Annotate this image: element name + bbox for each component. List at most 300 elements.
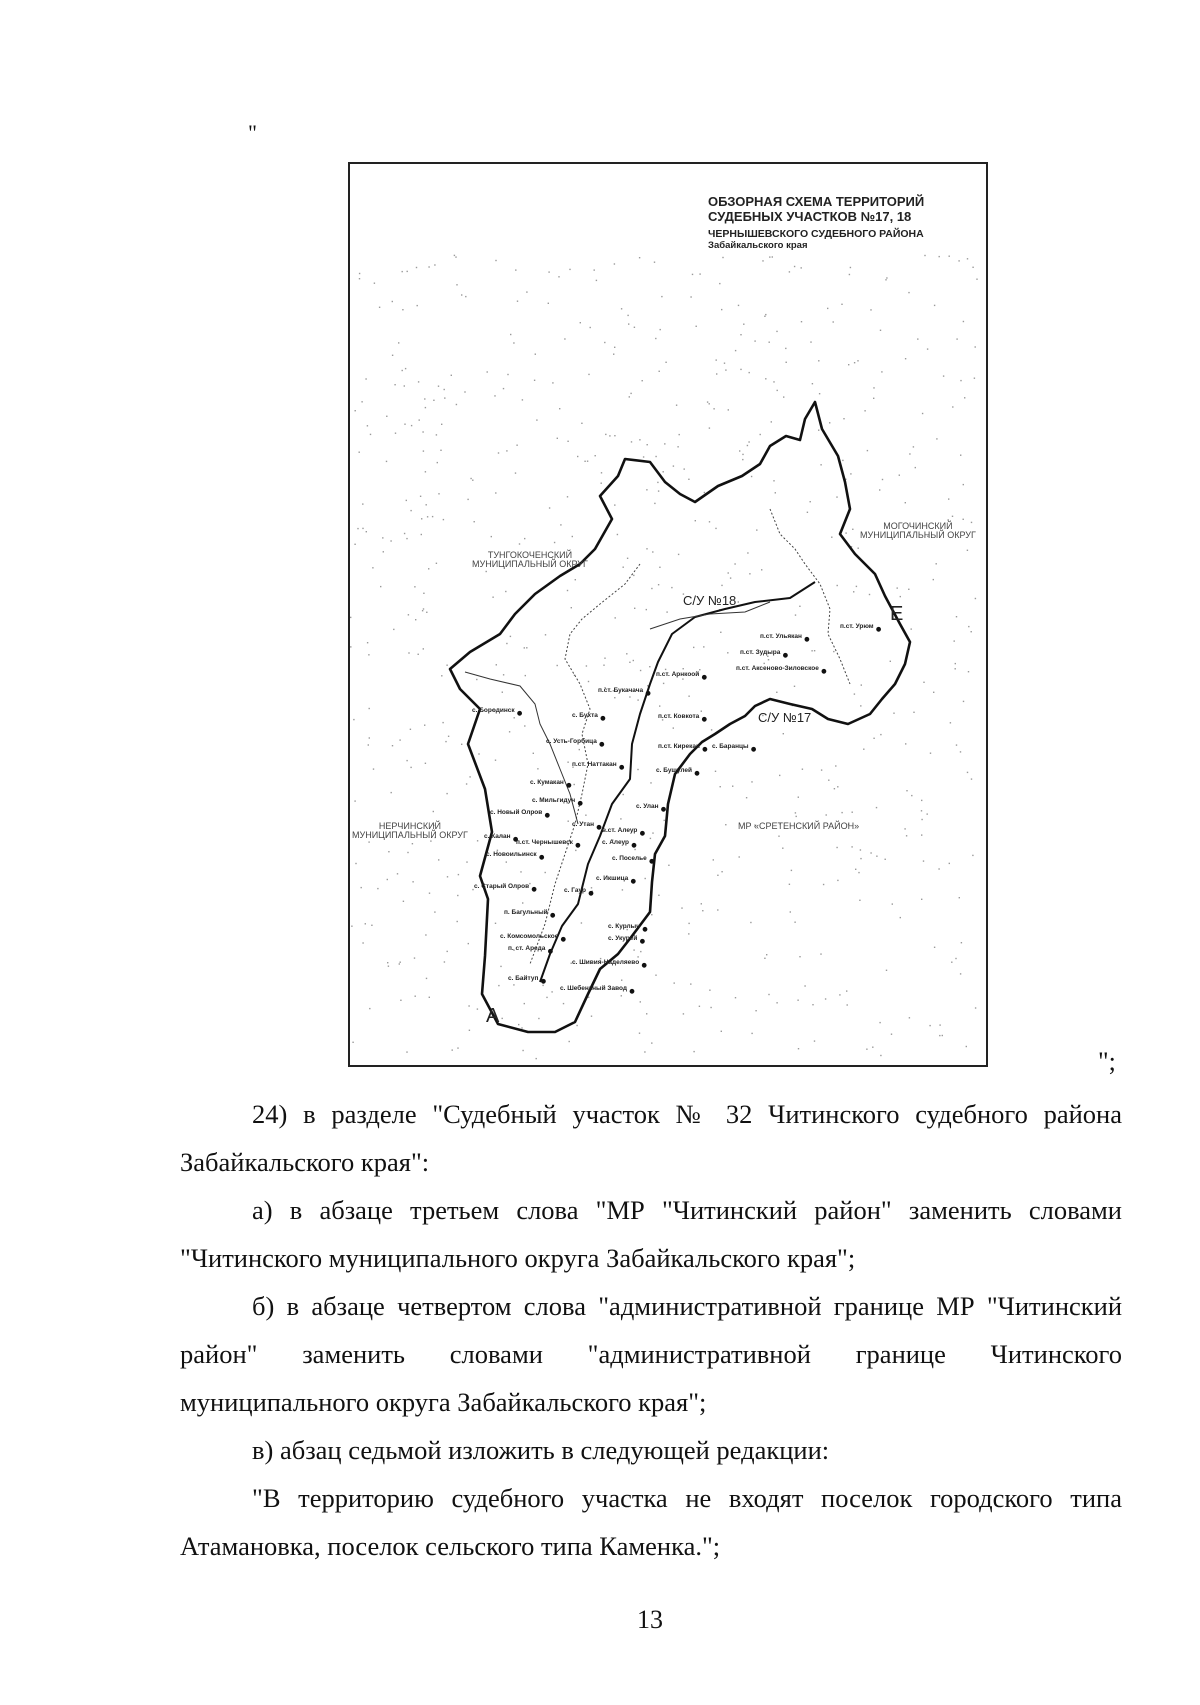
- scan-speck: [513, 342, 514, 343]
- scan-speck: [468, 1005, 469, 1006]
- scan-speck: [915, 467, 916, 468]
- scan-speck: [955, 668, 956, 669]
- scan-speck: [785, 348, 786, 349]
- scan-speck: [581, 922, 582, 923]
- settlement-label: п.ст. Урюм: [840, 623, 874, 630]
- scan-speck: [664, 443, 665, 444]
- scan-speck: [626, 653, 627, 654]
- scan-speck: [856, 586, 857, 587]
- scan-speck: [690, 296, 691, 297]
- scan-speck: [526, 647, 527, 648]
- settlement-dot: [550, 913, 555, 918]
- scan-speck: [730, 577, 731, 578]
- scan-speck: [849, 274, 850, 275]
- scan-speck: [515, 472, 516, 473]
- scan-speck: [495, 760, 496, 761]
- scan-speck: [506, 861, 507, 862]
- region-label-nerchinsk: НЕРЧИНСКИЙ МУНИЦИПАЛЬНЫЙ ОКРУГ: [352, 821, 468, 840]
- scan-speck: [858, 872, 859, 873]
- scan-speck: [365, 923, 366, 924]
- settlement-dot: [632, 843, 637, 848]
- scan-speck: [424, 725, 425, 726]
- scan-speck: [564, 338, 565, 339]
- scan-speck: [444, 397, 445, 398]
- scan-speck: [721, 1031, 722, 1032]
- scan-speck: [421, 518, 422, 519]
- scan-speck: [386, 461, 387, 462]
- settlement-label: п.ст. Зудыра: [740, 649, 781, 656]
- scan-speck: [454, 255, 455, 256]
- scan-speck: [811, 650, 812, 651]
- scan-speck: [870, 309, 871, 310]
- scan-speck: [425, 934, 426, 935]
- scan-speck: [496, 664, 497, 665]
- scan-speck: [614, 263, 615, 264]
- scan-speck: [943, 375, 944, 376]
- scan-speck: [659, 705, 660, 706]
- scan-speck: [513, 984, 514, 985]
- scan-speck: [629, 396, 630, 397]
- scan-speck: [972, 267, 973, 268]
- scan-speck: [510, 636, 511, 637]
- scan-speck: [873, 398, 874, 399]
- scan-speck: [526, 291, 527, 292]
- scan-speck: [438, 859, 439, 860]
- scan-speck: [402, 370, 403, 371]
- scan-speck: [604, 658, 605, 659]
- scan-speck: [663, 471, 664, 472]
- scan-speck: [637, 769, 638, 770]
- scan-speck: [557, 665, 558, 666]
- scan-speck: [404, 385, 405, 386]
- scan-speck: [537, 768, 538, 769]
- settlement-dot: [640, 831, 645, 836]
- scan-speck: [652, 551, 653, 552]
- scan-speck: [761, 569, 762, 570]
- settlement-dot: [783, 653, 788, 658]
- scan-speck: [474, 521, 475, 522]
- scan-speck: [579, 749, 580, 750]
- scan-speck: [798, 797, 799, 798]
- scan-speck: [725, 369, 726, 370]
- scan-speck: [457, 921, 458, 922]
- scan-speck: [410, 767, 411, 768]
- scan-speck: [854, 362, 855, 363]
- scan-speck: [664, 820, 665, 821]
- scan-speck: [836, 847, 837, 848]
- scan-speck: [369, 708, 370, 709]
- scan-speck: [866, 1049, 867, 1050]
- scan-speck: [455, 256, 456, 257]
- scan-speck: [442, 722, 443, 723]
- scan-speck: [466, 783, 467, 784]
- scan-speck: [833, 651, 834, 652]
- scan-speck: [773, 381, 774, 382]
- scan-speck: [860, 858, 861, 859]
- scan-speck: [393, 629, 394, 630]
- scan-speck: [428, 266, 429, 267]
- scan-speck: [640, 1001, 641, 1002]
- scan-speck: [952, 516, 953, 517]
- scan-speck: [873, 387, 874, 388]
- scan-speck: [724, 363, 725, 364]
- scan-speck: [818, 360, 819, 361]
- scan-speck: [751, 1033, 752, 1034]
- scan-speck: [402, 271, 403, 272]
- scan-speck: [500, 966, 501, 967]
- scan-speck: [704, 492, 705, 493]
- scan-speck: [359, 278, 360, 279]
- scan-speck: [554, 542, 555, 543]
- scan-speck: [492, 597, 493, 598]
- scan-speck: [921, 899, 922, 900]
- scan-speck: [458, 874, 459, 875]
- scan-speck: [913, 446, 914, 447]
- scan-speck: [394, 384, 395, 385]
- scan-speck: [771, 421, 772, 422]
- scan-speck: [776, 1002, 777, 1003]
- scan-speck: [668, 865, 669, 866]
- scan-speck: [655, 975, 656, 976]
- scan-speck: [495, 492, 496, 493]
- scan-speck: [495, 923, 496, 924]
- scan-speck: [880, 734, 881, 735]
- scan-speck: [657, 482, 658, 483]
- scan-speck: [773, 480, 774, 481]
- scan-speck: [464, 391, 465, 392]
- settlement-label: с. Комсомольское: [500, 933, 559, 940]
- scan-speck: [885, 859, 886, 860]
- scan-speck: [699, 1006, 700, 1007]
- scan-speck: [522, 399, 523, 400]
- scan-speck: [795, 812, 796, 813]
- settlement-label: с. Усть-Горбица: [546, 738, 597, 745]
- scan-speck: [411, 425, 412, 426]
- scan-speck: [410, 510, 411, 511]
- settlement-dot: [541, 979, 546, 984]
- scan-speck: [536, 1058, 537, 1059]
- scan-speck: [456, 404, 457, 405]
- scan-speck: [791, 870, 792, 871]
- scan-speck: [505, 591, 506, 592]
- settlement-label: с. Байтуп: [508, 975, 539, 982]
- scan-speck: [633, 575, 634, 576]
- scan-speck: [735, 997, 736, 998]
- scan-speck: [468, 943, 469, 944]
- scan-speck: [627, 315, 628, 316]
- map-title-line2: СУДЕБНЫХ УЧАСТКОВ №17, 18: [708, 209, 912, 224]
- scan-speck: [533, 753, 534, 754]
- body-paragraph-2: а) в абзаце третьем слова "МР "Читинский район" заменить словами "Читинского муниципального округа Забайкальского края";: [180, 1195, 1122, 1273]
- scan-speck: [362, 942, 363, 943]
- scan-speck: [695, 520, 696, 521]
- scan-speck: [683, 668, 684, 669]
- scan-speck: [367, 642, 368, 643]
- scan-speck: [921, 819, 922, 820]
- scan-speck: [650, 838, 651, 839]
- scan-speck: [414, 586, 415, 587]
- scan-speck: [721, 871, 722, 872]
- settlement-dot: [578, 801, 583, 806]
- settlement-dot: [822, 669, 827, 674]
- scan-speck: [377, 888, 378, 889]
- scan-speck: [854, 693, 855, 694]
- scan-speck: [503, 388, 504, 389]
- scan-speck: [673, 727, 674, 728]
- scan-speck: [469, 776, 470, 777]
- settlement-dot: [576, 843, 581, 848]
- scan-speck: [621, 995, 622, 996]
- scan-speck: [829, 422, 830, 423]
- scan-speck: [688, 479, 689, 480]
- scan-speck: [516, 445, 517, 446]
- scan-speck: [798, 1048, 799, 1049]
- settlement-label: п.ст. Кирекан: [658, 743, 700, 750]
- scan-speck: [569, 1041, 570, 1042]
- scan-speck: [524, 725, 525, 726]
- settlement-dot: [805, 637, 810, 642]
- scan-speck: [666, 611, 667, 612]
- settlement-dot: [599, 742, 604, 747]
- scan-speck: [716, 373, 717, 374]
- scan-speck: [961, 942, 962, 943]
- scan-speck: [542, 985, 543, 986]
- scan-speck: [535, 354, 536, 355]
- scan-speck: [738, 601, 739, 602]
- scan-speck: [681, 907, 682, 908]
- scan-speck: [622, 889, 623, 890]
- scan-speck: [938, 868, 939, 869]
- settlement-dot: [640, 939, 645, 944]
- closing-quote: ";: [1098, 1047, 1116, 1076]
- scan-speck: [446, 793, 447, 794]
- scan-speck: [837, 585, 838, 586]
- scan-speck: [433, 400, 434, 401]
- scan-speck: [650, 782, 651, 783]
- scan-speck: [567, 441, 568, 442]
- scan-speck: [921, 810, 922, 811]
- scan-speck: [514, 717, 515, 718]
- scan-speck: [587, 461, 588, 462]
- scan-speck: [630, 393, 631, 394]
- scan-speck: [350, 646, 351, 647]
- scan-speck: [831, 537, 832, 538]
- settlement-label: с. Улан: [636, 803, 659, 810]
- scan-speck: [551, 991, 552, 992]
- scan-speck: [461, 294, 462, 295]
- scan-speck: [406, 500, 407, 501]
- scan-speck: [644, 1051, 645, 1052]
- scan-speck: [558, 276, 559, 277]
- scan-speck: [870, 852, 871, 853]
- scan-speck: [613, 354, 614, 355]
- zone-label-su17: С/У №17: [758, 710, 812, 725]
- scan-speck: [425, 407, 426, 408]
- scan-speck: [601, 483, 602, 484]
- scan-speck: [748, 441, 749, 442]
- scan-speck: [725, 824, 726, 825]
- scan-speck: [645, 878, 646, 879]
- scan-speck: [634, 849, 635, 850]
- scan-speck: [911, 795, 912, 796]
- scan-speck: [639, 257, 640, 258]
- settlement-label: с. Кумакан: [530, 779, 564, 786]
- scan-speck: [434, 264, 435, 265]
- scan-speck: [954, 640, 955, 641]
- scan-speck: [507, 374, 508, 375]
- scan-speck: [933, 692, 934, 693]
- scan-speck: [525, 675, 526, 676]
- scan-speck: [676, 405, 677, 406]
- scan-speck: [355, 863, 356, 864]
- scan-speck: [818, 430, 819, 431]
- scan-speck: [740, 369, 741, 370]
- scan-speck: [633, 949, 634, 950]
- settlement-label: с. Баранцы: [712, 743, 749, 750]
- scan-speck: [812, 1004, 813, 1005]
- scan-speck: [709, 427, 710, 428]
- scan-speck: [886, 277, 887, 278]
- scan-speck: [742, 459, 743, 460]
- settlement-label: с. Поселье: [612, 855, 647, 862]
- scan-speck: [522, 902, 523, 903]
- scan-speck: [779, 775, 780, 776]
- scan-speck: [447, 876, 448, 877]
- scan-speck: [373, 768, 374, 769]
- scan-speck: [934, 305, 935, 306]
- map-title: [708, 194, 983, 251]
- settlement-dot: [661, 807, 666, 812]
- scan-speck: [433, 811, 434, 812]
- scan-speck: [869, 594, 870, 595]
- scan-speck: [567, 590, 568, 591]
- scan-speck: [552, 382, 553, 383]
- scan-speck: [379, 307, 380, 308]
- scan-speck: [498, 985, 499, 986]
- scan-speck: [717, 909, 718, 910]
- scan-speck: [652, 832, 653, 833]
- scan-speck: [814, 650, 815, 651]
- scan-speck: [859, 900, 860, 901]
- body-paragraph-3: б) в абзаце четвертом слова "административной границе МР "Читинский район" заменить словами "административной границе Читинского муниципального округа Забайкальского края";: [180, 1291, 1122, 1417]
- settlement-dot: [646, 691, 651, 696]
- scan-speck: [369, 1008, 370, 1009]
- scan-speck: [794, 266, 795, 267]
- map-title-line4: Забайкальского края: [708, 240, 808, 251]
- scan-speck: [923, 682, 924, 683]
- scan-speck: [422, 431, 423, 432]
- scan-speck: [794, 686, 795, 687]
- scan-speck: [609, 435, 610, 436]
- scan-speck: [629, 696, 630, 697]
- scan-speck: [426, 978, 427, 979]
- scan-speck: [921, 834, 922, 835]
- scan-speck: [683, 1013, 684, 1014]
- scan-speck: [722, 257, 723, 258]
- scan-speck: [899, 475, 900, 476]
- scan-speck: [860, 705, 861, 706]
- scan-speck: [802, 769, 803, 770]
- scan-speck: [353, 719, 354, 720]
- scan-speck: [416, 267, 417, 268]
- scan-speck: [591, 1016, 592, 1017]
- scan-speck: [451, 375, 452, 376]
- scan-speck: [939, 1035, 940, 1036]
- scan-speck: [776, 331, 777, 332]
- scan-speck: [665, 669, 666, 670]
- scan-speck: [588, 997, 589, 998]
- scan-speck: [520, 871, 521, 872]
- scan-speck: [967, 550, 968, 551]
- scan-speck: [841, 812, 842, 813]
- settlement-label: с. Икшица: [596, 875, 629, 882]
- settlement-label: в.ст. Алеур: [602, 827, 638, 834]
- scan-speck: [387, 962, 388, 963]
- settlement-label: с. Шебенкный Завод: [560, 985, 627, 992]
- scan-speck: [740, 334, 741, 335]
- scan-speck: [911, 628, 912, 629]
- scan-speck: [776, 692, 777, 693]
- scan-speck: [852, 529, 853, 530]
- scan-speck: [423, 593, 424, 594]
- scan-speck: [420, 496, 421, 497]
- settlement-label: п.ст. Арнкоой: [656, 671, 700, 678]
- scan-speck: [355, 410, 356, 411]
- scan-speck: [506, 450, 507, 451]
- scan-speck: [549, 507, 550, 508]
- scan-speck: [709, 403, 710, 404]
- scan-speck: [546, 997, 547, 998]
- scan-speck: [487, 371, 488, 372]
- scan-speck: [529, 883, 530, 884]
- scan-speck: [428, 568, 429, 569]
- settlement-label: с. Новоильинск: [486, 851, 537, 858]
- scan-speck: [960, 455, 961, 456]
- map-title-line3: ЧЕРНЫШЕВСКОГО СУДЕБНОГО РАЙОНА: [708, 228, 924, 240]
- scan-speck: [465, 296, 466, 297]
- scan-speck: [359, 273, 360, 274]
- scan-speck: [643, 456, 644, 457]
- region-label-sretensk: МР «СРЕТЕНСКИЙ РАЙОН»: [738, 821, 860, 831]
- scan-speck: [414, 957, 415, 958]
- scan-speck: [443, 519, 444, 520]
- scan-speck: [930, 753, 931, 754]
- scan-speck: [891, 1034, 892, 1035]
- settlement-label: п.ст. Наттакан: [572, 761, 617, 768]
- settlement-dot: [703, 747, 708, 752]
- scan-speck: [933, 579, 934, 580]
- settlement-dot: [545, 813, 550, 818]
- scan-speck: [906, 790, 907, 791]
- scan-speck: [518, 1024, 519, 1025]
- scan-speck: [445, 741, 446, 742]
- scan-speck: [709, 990, 710, 991]
- scan-speck: [963, 484, 964, 485]
- scan-speck: [419, 419, 420, 420]
- scan-speck: [967, 258, 968, 259]
- scan-speck: [380, 586, 381, 587]
- scan-speck: [466, 861, 467, 862]
- scan-speck: [354, 544, 355, 545]
- scan-speck: [412, 881, 413, 882]
- scan-speck: [804, 985, 805, 986]
- scan-speck: [747, 552, 748, 553]
- scan-speck: [850, 267, 851, 268]
- scan-speck: [627, 558, 628, 559]
- scan-speck: [742, 454, 743, 455]
- settlement-dot: [517, 711, 522, 716]
- scan-speck: [545, 634, 546, 635]
